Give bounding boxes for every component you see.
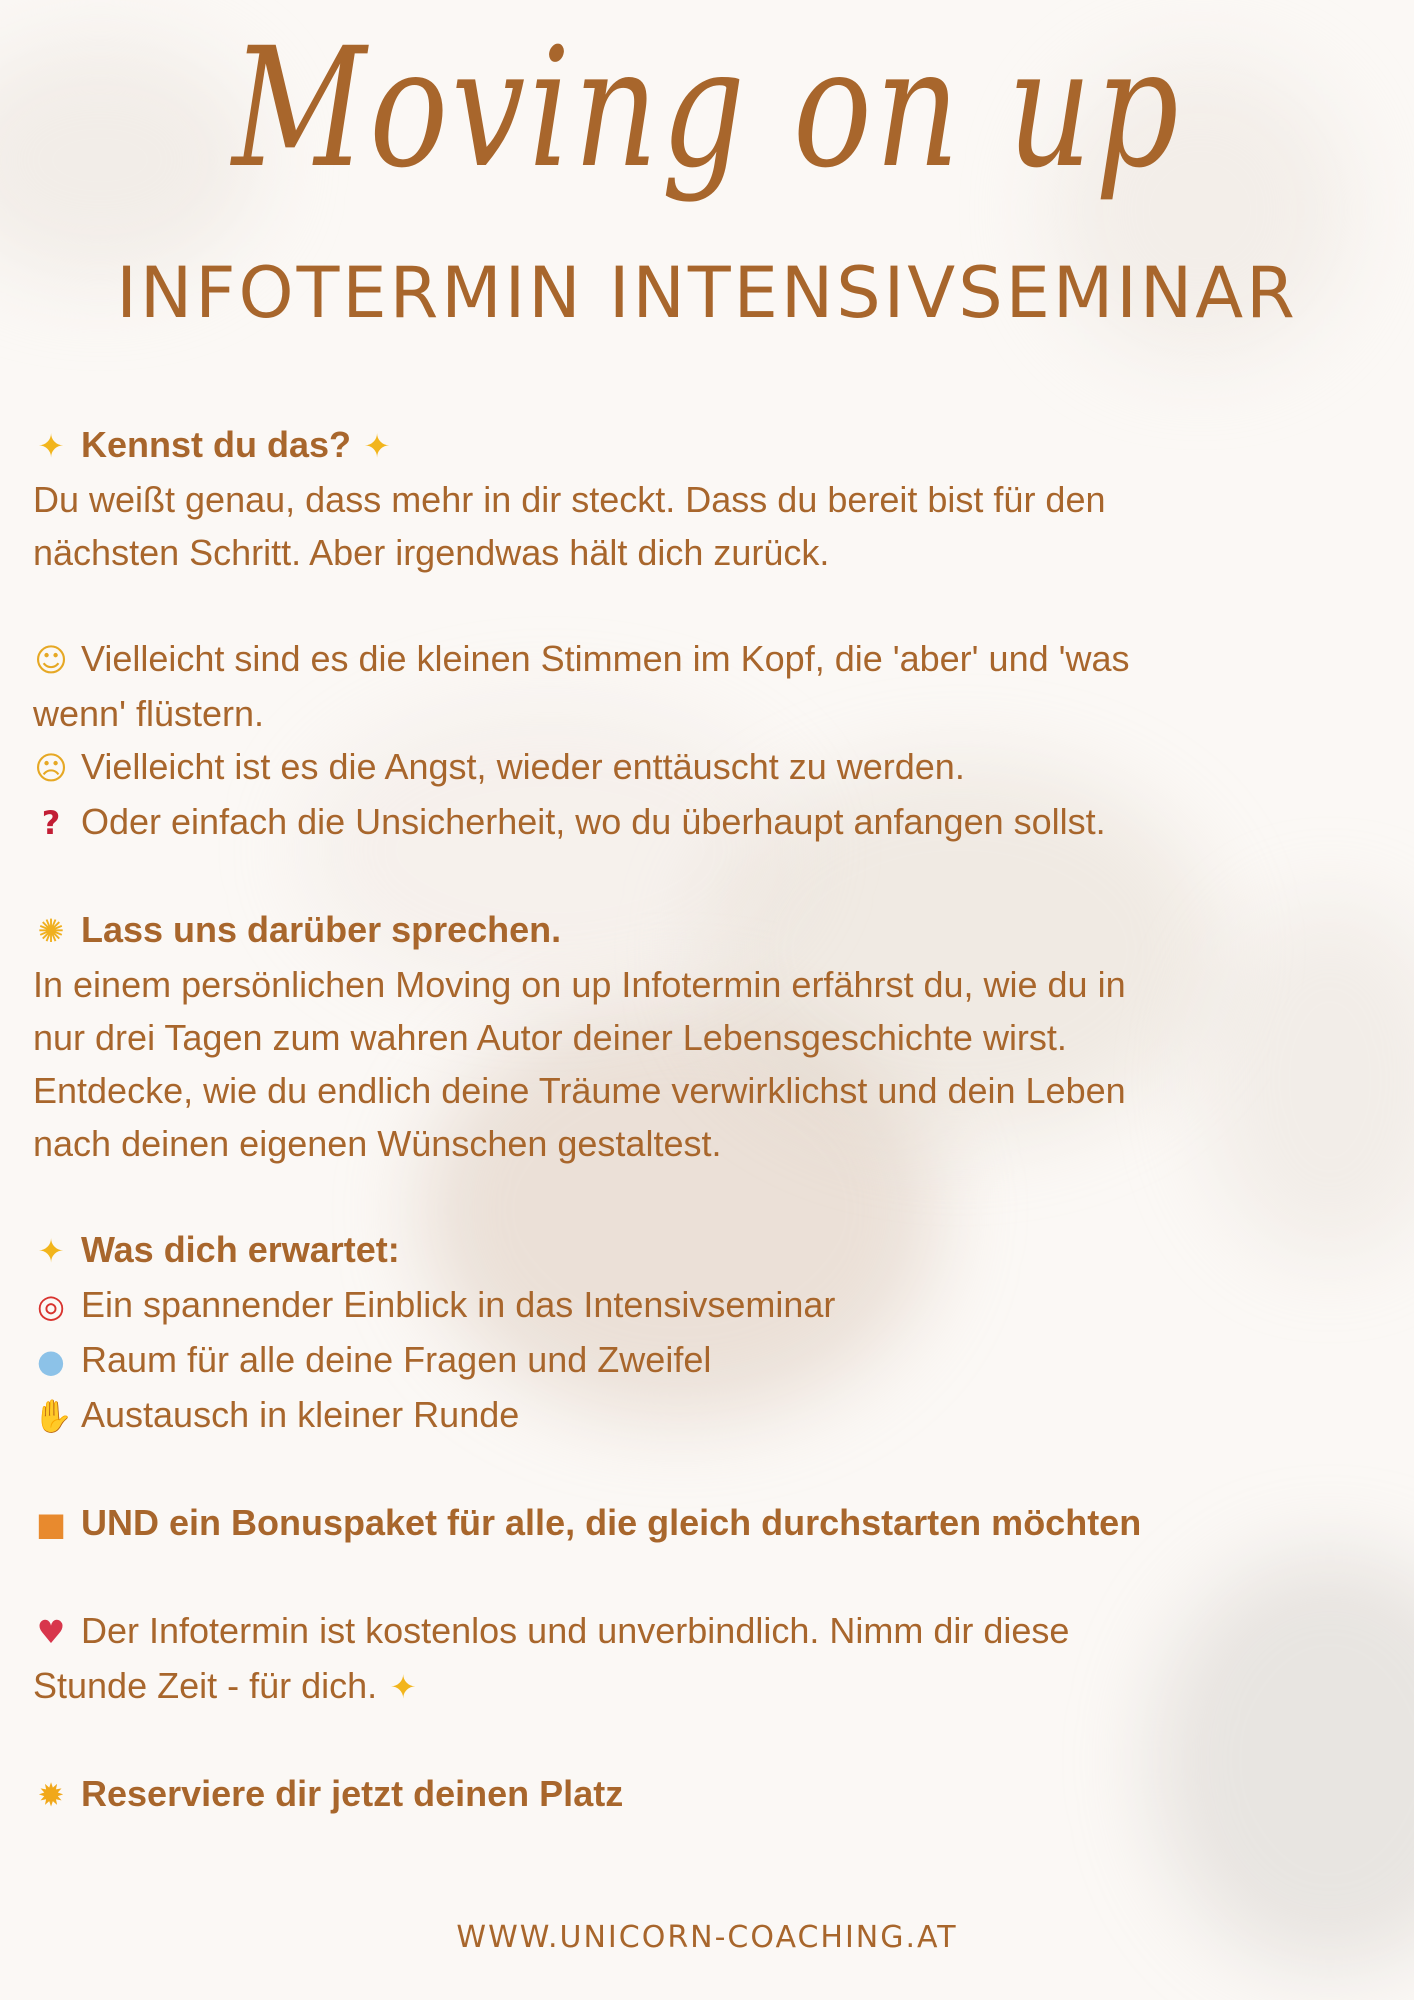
expect-item-text: Ein spannender Einblick in das Intensivseminar [81,1284,836,1325]
spacer [33,850,1383,903]
free-text: Stunde Zeit - für dich. [33,1665,378,1706]
script-title-graphic [0,0,1414,250]
doubt-item [33,795,1383,850]
expect-item [33,1388,1383,1443]
heart-icon: ♥ [36,1613,66,1651]
sun-icon: ✹ [37,1776,65,1814]
gift-icon: ■ [35,1505,67,1543]
subtitle: INFOTERMIN INTENSIVSEMINAR [116,252,1298,334]
expect-item-text: Raum für alle deine Fragen und Zweifel [81,1339,712,1380]
doubt-item [33,740,1383,795]
script-title-text: Moving on up [229,12,1183,204]
spacer [33,1714,1383,1767]
sparkles-icon: ✦ [37,1232,65,1270]
spacer [33,1170,1383,1223]
handshake-icon: ✋ [33,1397,73,1435]
doubt-item [33,632,1383,687]
sparkles-icon: ✦ [363,427,391,465]
free-item-continued [33,1659,1383,1714]
bonus-text: UND ein Bonuspaket für alle, die gleich durchstarten möchten [81,1502,1142,1543]
expect-item-text: Austausch in kleiner Runde [81,1394,520,1435]
cta-text: Reserviere dir jetzt deinen Platz [81,1773,624,1814]
target-icon: ◎ [37,1287,65,1325]
talk-line: Entdecke, wie du endlich deine Träume verwirklichst und dein Leben [33,1070,1126,1111]
expect-heading-text: Was dich erwartet: [81,1229,400,1270]
doubt-text: Vielleicht ist es die Angst, wieder enttäuscht zu werden. [81,746,965,787]
spacer [33,579,1383,632]
doubt-text: Vielleicht sind es die kleinen Stimmen im Kopf, die 'aber' und 'was [81,638,1130,679]
sparkles-icon: ✦ [37,427,65,465]
free-item [33,1604,1383,1659]
talk-line: nach deinen eigenen Wünschen gestaltest. [33,1123,722,1164]
dizzy-star-icon: ✺ [37,912,65,950]
expect-item [33,1333,1383,1388]
expect-item [33,1278,1383,1333]
intro-heading-text: Kennst du das? [81,424,352,465]
thought-bubble-icon: ● [37,1342,65,1380]
cta-line [33,1767,1383,1822]
doubt-text-continued: wenn' flüstern. [33,693,264,734]
talk-line: In einem persönlichen Moving on up Infotermin erfährst du, wie du in [33,964,1126,1005]
intro-heading [33,418,1383,473]
spacer [33,1551,1383,1604]
free-text: Der Infotermin ist kostenlos und unverbindlich. Nimm dir diese [81,1610,1070,1651]
talk-heading-text: Lass uns darüber sprechen. [81,909,562,950]
pensive-face-icon: ☹ [34,749,68,787]
script-title [0,0,1414,250]
spacer [33,1443,1383,1496]
doubt-text: Oder einfach die Unsicherheit, wo du überhaupt anfangen sollst. [81,801,1106,842]
thinking-face-icon: ☺ [34,641,68,679]
expect-heading [33,1223,1383,1278]
question-mark-icon: ? [41,804,61,842]
website-url: WWW.UNICORN-COACHING.AT [456,1920,958,1955]
talk-line: nur drei Tagen zum wahren Autor deiner Lebensgeschichte wirst. [33,1017,1067,1058]
bonus-line [33,1496,1383,1551]
sparkles-icon: ✦ [389,1668,417,1706]
intro-line: nächsten Schritt. Aber irgendwas hält dich zurück. [33,532,830,573]
intro-line: Du weißt genau, dass mehr in dir steckt. Dass du bereit bist für den [33,479,1106,520]
talk-heading [33,903,1383,958]
body-text [33,418,1383,1822]
